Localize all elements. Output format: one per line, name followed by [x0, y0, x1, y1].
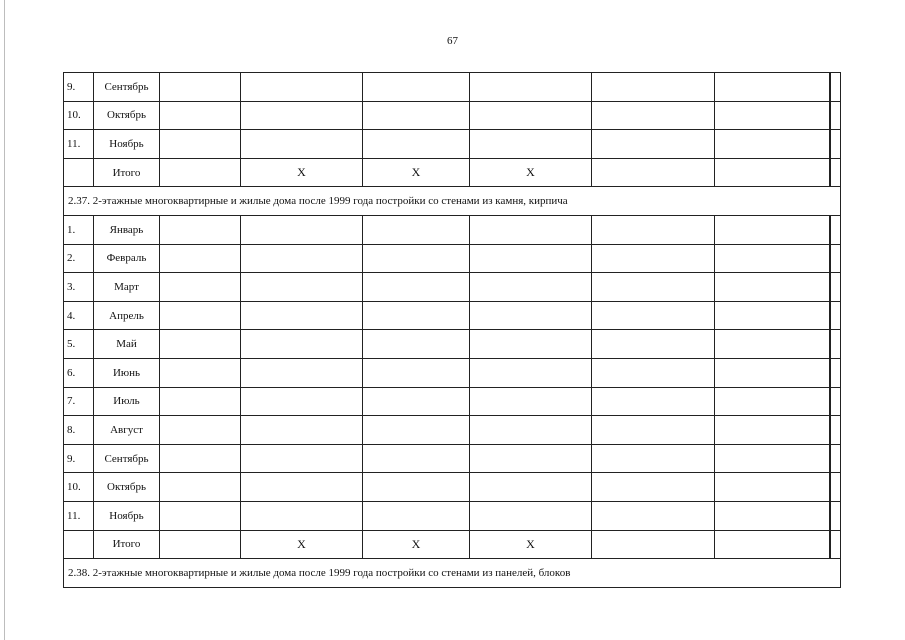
value-cell [241, 387, 363, 416]
value-cell [831, 330, 841, 359]
value-cell [715, 215, 830, 244]
section-header-row [64, 559, 841, 588]
value-cell [831, 530, 841, 559]
value-cell [363, 73, 470, 102]
value-cell [241, 101, 363, 130]
value-cell [831, 130, 841, 159]
month-label: Май [94, 330, 160, 359]
table-row [64, 501, 841, 530]
value-cell [241, 273, 363, 302]
table-row [64, 73, 841, 102]
value-cell [470, 444, 592, 473]
total-mark-cell: X [470, 530, 592, 559]
value-cell [831, 301, 841, 330]
row-number [64, 158, 94, 187]
table-row [64, 473, 841, 502]
total-mark-cell: X [363, 158, 470, 187]
value-cell [715, 73, 830, 102]
value-cell [470, 244, 592, 273]
value-cell [363, 301, 470, 330]
value-cell [715, 273, 830, 302]
value-cell [363, 501, 470, 530]
value-cell [592, 215, 715, 244]
value-cell [470, 273, 592, 302]
row-number: 11. [64, 501, 94, 530]
value-cell [363, 416, 470, 445]
value-cell [592, 416, 715, 445]
table-row [64, 101, 841, 130]
total-mark-cell [592, 530, 715, 559]
value-cell [470, 387, 592, 416]
row-number: 6. [64, 358, 94, 387]
value-cell [241, 244, 363, 273]
section-title: 2.38. 2-этажные многоквартирные и жилые дома после 1999 года постройки со стенами из панелей, блоков [64, 559, 841, 588]
table-row [64, 301, 841, 330]
total-mark-cell [715, 158, 830, 187]
value-cell [715, 473, 830, 502]
table-row [64, 215, 841, 244]
total-row [64, 158, 841, 187]
row-number: 11. [64, 130, 94, 159]
row-number [64, 530, 94, 559]
total-mark-cell [715, 530, 830, 559]
value-cell [160, 444, 241, 473]
value-cell [715, 387, 830, 416]
value-cell [160, 301, 241, 330]
value-cell [715, 330, 830, 359]
row-number: 10. [64, 101, 94, 130]
value-cell [715, 416, 830, 445]
value-cell [241, 416, 363, 445]
row-number: 2. [64, 244, 94, 273]
row-number: 4. [64, 301, 94, 330]
month-label: Сентябрь [94, 73, 160, 102]
table-row [64, 387, 841, 416]
value-cell [831, 473, 841, 502]
value-cell [241, 358, 363, 387]
total-mark-cell [160, 158, 241, 187]
table-body [64, 73, 841, 588]
value-cell [470, 416, 592, 445]
value-cell [363, 330, 470, 359]
total-mark-cell [160, 530, 241, 559]
page-number: 67 [447, 35, 458, 47]
month-label: Август [94, 416, 160, 445]
value-cell [363, 473, 470, 502]
table-row [64, 444, 841, 473]
value-cell [241, 215, 363, 244]
month-label: Ноябрь [94, 501, 160, 530]
value-cell [363, 215, 470, 244]
value-cell [160, 215, 241, 244]
value-cell [363, 101, 470, 130]
table-row [64, 273, 841, 302]
value-cell [470, 73, 592, 102]
value-cell [715, 444, 830, 473]
row-number: 3. [64, 273, 94, 302]
month-label: Март [94, 273, 160, 302]
value-cell [160, 358, 241, 387]
value-cell [470, 215, 592, 244]
total-mark-cell: X [241, 530, 363, 559]
month-label: Июнь [94, 358, 160, 387]
value-cell [715, 501, 830, 530]
page-margin-line [4, 0, 5, 640]
value-cell [715, 301, 830, 330]
value-cell [160, 244, 241, 273]
value-cell [831, 215, 841, 244]
value-cell [592, 501, 715, 530]
value-cell [831, 244, 841, 273]
month-label: Январь [94, 215, 160, 244]
value-cell [470, 330, 592, 359]
value-cell [241, 73, 363, 102]
value-cell [363, 130, 470, 159]
month-label: Октябрь [94, 473, 160, 502]
value-cell [592, 130, 715, 159]
month-label: Октябрь [94, 101, 160, 130]
value-cell [592, 244, 715, 273]
value-cell [715, 101, 830, 130]
value-cell [831, 101, 841, 130]
table-row [64, 416, 841, 445]
value-cell [592, 358, 715, 387]
value-cell [363, 444, 470, 473]
value-cell [592, 444, 715, 473]
value-cell [715, 130, 830, 159]
row-number: 9. [64, 444, 94, 473]
value-cell [470, 473, 592, 502]
total-mark-cell: X [363, 530, 470, 559]
value-cell [160, 501, 241, 530]
value-cell [592, 73, 715, 102]
table-row [64, 330, 841, 359]
value-cell [363, 358, 470, 387]
total-mark-cell: X [470, 158, 592, 187]
value-cell [363, 387, 470, 416]
value-cell [592, 330, 715, 359]
section-header-row [64, 187, 841, 216]
row-number: 10. [64, 473, 94, 502]
value-cell [160, 73, 241, 102]
row-number: 8. [64, 416, 94, 445]
total-mark-cell [592, 158, 715, 187]
month-label: Ноябрь [94, 130, 160, 159]
value-cell [592, 473, 715, 502]
value-cell [470, 358, 592, 387]
value-cell [831, 444, 841, 473]
value-cell [160, 330, 241, 359]
value-cell [241, 501, 363, 530]
value-cell [592, 273, 715, 302]
value-cell [160, 473, 241, 502]
value-cell [363, 273, 470, 302]
value-cell [592, 101, 715, 130]
value-cell [241, 301, 363, 330]
total-mark-cell: X [241, 158, 363, 187]
value-cell [470, 501, 592, 530]
month-label: Апрель [94, 301, 160, 330]
value-cell [160, 130, 241, 159]
row-number: 1. [64, 215, 94, 244]
value-cell [160, 101, 241, 130]
value-cell [160, 416, 241, 445]
section-title: 2.37. 2-этажные многоквартирные и жилые дома после 1999 года постройки со стенами из камня, кирпича [64, 187, 841, 216]
value-cell [592, 387, 715, 416]
table-row [64, 358, 841, 387]
value-cell [470, 130, 592, 159]
value-cell [160, 387, 241, 416]
value-cell [831, 416, 841, 445]
value-cell [241, 473, 363, 502]
value-cell [363, 244, 470, 273]
table-row [64, 244, 841, 273]
row-number: 7. [64, 387, 94, 416]
value-cell [831, 273, 841, 302]
value-cell [241, 130, 363, 159]
value-cell [715, 358, 830, 387]
total-label: Итого [94, 158, 160, 187]
value-cell [715, 244, 830, 273]
month-label: Февраль [94, 244, 160, 273]
value-cell [831, 73, 841, 102]
value-cell [160, 273, 241, 302]
value-cell [241, 330, 363, 359]
value-cell [241, 444, 363, 473]
total-row [64, 530, 841, 559]
tariff-table [63, 72, 841, 588]
value-cell [831, 158, 841, 187]
month-label: Сентябрь [94, 444, 160, 473]
value-cell [831, 387, 841, 416]
month-label: Июль [94, 387, 160, 416]
value-cell [831, 358, 841, 387]
value-cell [831, 501, 841, 530]
table-row [64, 130, 841, 159]
total-label: Итого [94, 530, 160, 559]
value-cell [470, 301, 592, 330]
row-number: 9. [64, 73, 94, 102]
row-number: 5. [64, 330, 94, 359]
value-cell [592, 301, 715, 330]
value-cell [470, 101, 592, 130]
